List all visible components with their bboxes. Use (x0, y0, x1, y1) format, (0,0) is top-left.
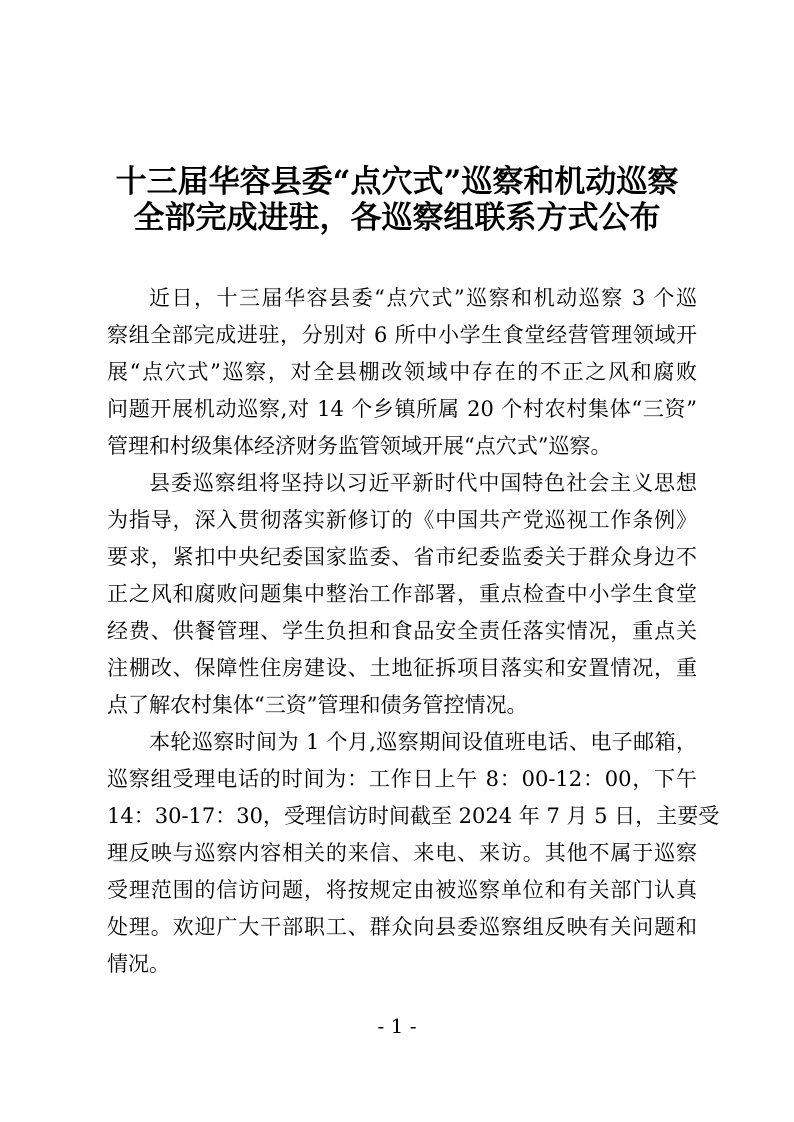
paragraph-line: 处理。欢迎广大干部职工、群众向县委巡察组反映有关问题和 (107, 915, 697, 939)
paragraph-line: 展“点穴式”巡察，对全县棚改领域中存在的不正之风和腐败 (107, 360, 697, 384)
paragraph-line: 巡察组受理电话的时间为：工作日上午 8：00-12：00，下午 (107, 767, 697, 791)
paragraph (107, 280, 697, 465)
paragraph-line: 受理范围的信访问题，将按规定由被巡察单位和有关部门认真 (107, 878, 697, 902)
document-body (107, 280, 720, 983)
title-line: 十三届华容县委“点穴式”巡察和机动巡察 (115, 164, 679, 200)
paragraph-line: 近日，十三届华容县委“点穴式”巡察和机动巡察 3 个巡 (149, 286, 697, 310)
paragraph-line: 点了解农村集体“三资”管理和债务管控情况。 (107, 693, 528, 717)
paragraph-line: 管理和村级集体经济财务监管领域开展“点穴式”巡察。 (107, 434, 612, 458)
paragraph (107, 465, 697, 724)
paragraph (107, 724, 720, 983)
paragraph-line: 情况。 (107, 952, 170, 976)
paragraph-line: 察组全部完成进驻，分别对 6 所中小学生食堂经营管理领域开 (107, 323, 697, 347)
paragraph-line: 县委巡察组将坚持以习近平新时代中国特色社会主义思想 (149, 471, 697, 495)
paragraph-line: 理反映与巡察内容相关的来信、来电、来访。其他不属于巡察 (107, 841, 697, 865)
paragraph-line: 问题开展机动巡察,对 14 个乡镇所属 20 个村农村集体“三资” (107, 397, 697, 421)
page-number: - 1 - (377, 1014, 417, 1038)
paragraph-line: 经费、供餐管理、学生负担和食品安全责任落实情况，重点关 (107, 619, 697, 643)
paragraph-line: 14：30-17：30，受理信访时间截至 2024 年 7 月 5 日，主要受 (107, 804, 720, 828)
title-line: 全部完成进驻，各巡察组联系方式公布 (133, 200, 661, 236)
document-title (0, 164, 794, 236)
paragraph-line: 本轮巡察时间为 1 个月,巡察期间设值班电话、电子邮箱， (149, 730, 697, 754)
paragraph-line: 注棚改、保障性住房建设、土地征拆项目落实和安置情况，重 (107, 656, 697, 680)
paragraph-line: 正之风和腐败问题集中整治工作部署，重点检查中小学生食堂 (107, 582, 697, 606)
paragraph-line: 要求，紧扣中央纪委国家监委、省市纪委监委关于群众身边不 (107, 545, 697, 569)
paragraph-line: 为指导，深入贯彻落实新修订的《中国共产党巡视工作条例》 (107, 508, 697, 532)
